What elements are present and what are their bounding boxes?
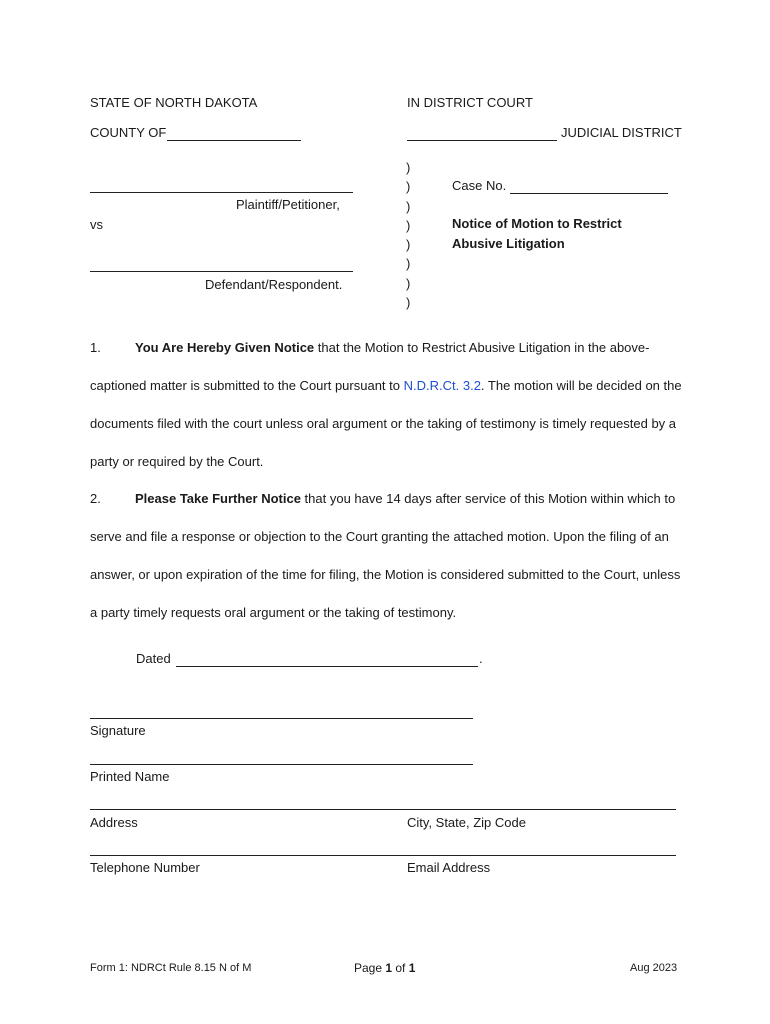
paragraph-heading: You Are Hereby Given Notice — [135, 340, 315, 355]
paren: ) — [406, 198, 411, 214]
footer-date: Aug 2023 — [630, 962, 678, 974]
paren: ) — [406, 295, 411, 311]
signature-field[interactable] — [90, 718, 473, 719]
city-state-zip-label: City, State, Zip Code — [407, 815, 526, 830]
dated-label: Dated — [136, 651, 171, 666]
footer-page-number — [354, 961, 415, 975]
printed-name-field[interactable] — [90, 764, 473, 765]
document-title-line: Notice of Motion to Restrict — [452, 216, 622, 231]
document-title-line: Abusive Litigation — [452, 236, 565, 251]
caption-divider — [406, 158, 410, 312]
vs-label: vs — [90, 217, 103, 232]
plaintiff-label: Plaintiff/Petitioner, — [236, 197, 340, 212]
paragraph-2 — [90, 480, 690, 632]
dated-period: . — [479, 651, 483, 666]
paren: ) — [406, 160, 411, 175]
telephone-field[interactable] — [90, 855, 676, 856]
page-total: 1 — [408, 961, 416, 975]
rule-link[interactable]: N.D.R.Ct. 3.2 — [403, 378, 481, 393]
dated-field[interactable] — [176, 666, 478, 667]
paragraph-1 — [90, 329, 690, 481]
address-field[interactable] — [90, 809, 676, 810]
printed-name-label: Printed Name — [90, 769, 170, 784]
document-title — [452, 214, 622, 254]
plaintiff-field[interactable] — [90, 192, 353, 193]
paragraph-text: that the Motion to Restrict Abusive Litigation in the above-captioned matter is submitted to the Court pursuant to — [90, 340, 650, 393]
state-heading: STATE OF NORTH DAKOTA — [90, 95, 258, 110]
page-of: of — [392, 961, 409, 975]
address-label: Address — [90, 815, 138, 830]
case-no-field[interactable] — [510, 193, 668, 194]
paragraph-text: . The motion will be decided on the documents filed with the court unless oral argument or the taking of testimony is timely requested by a party or required by the Court. — [90, 378, 682, 469]
page-prefix: Page — [354, 961, 386, 975]
email-label: Email Address — [407, 860, 491, 875]
paragraph-text: that you have 14 days after service of this Motion within which to serve and file a response or objection to the Court granting the attached motion. Upon the filing of an answer, or upon expiration of the time for filing, the Motion is considered submitted to the Court, unless a party timely requests oral argument or the taking of testimony. — [90, 491, 681, 620]
paren: ) — [406, 179, 411, 195]
paren: ) — [406, 275, 411, 291]
footer-form-id: Form 1: NDRCt Rule 8.15 N of M — [90, 962, 252, 974]
signature-label: Signature — [90, 723, 146, 738]
judicial-district-label: JUDICIAL DISTRICT — [561, 125, 682, 140]
paragraph-number: 1. — [90, 340, 101, 355]
paragraph-heading: Please Take Further Notice — [135, 491, 301, 506]
defendant-label: Defendant/Respondent. — [205, 277, 343, 292]
county-field[interactable] — [167, 140, 301, 141]
defendant-field[interactable] — [90, 271, 353, 272]
paren: ) — [406, 237, 411, 253]
paren: ) — [406, 217, 411, 233]
paren: ) — [406, 256, 411, 272]
page-current: 1 — [385, 961, 393, 975]
paragraph-number: 2. — [90, 491, 101, 506]
telephone-label: Telephone Number — [90, 860, 200, 875]
case-no-label: Case No. — [452, 178, 507, 193]
county-label: COUNTY OF — [90, 125, 167, 140]
judicial-district-field[interactable] — [407, 140, 557, 141]
court-heading: IN DISTRICT COURT — [407, 95, 533, 110]
